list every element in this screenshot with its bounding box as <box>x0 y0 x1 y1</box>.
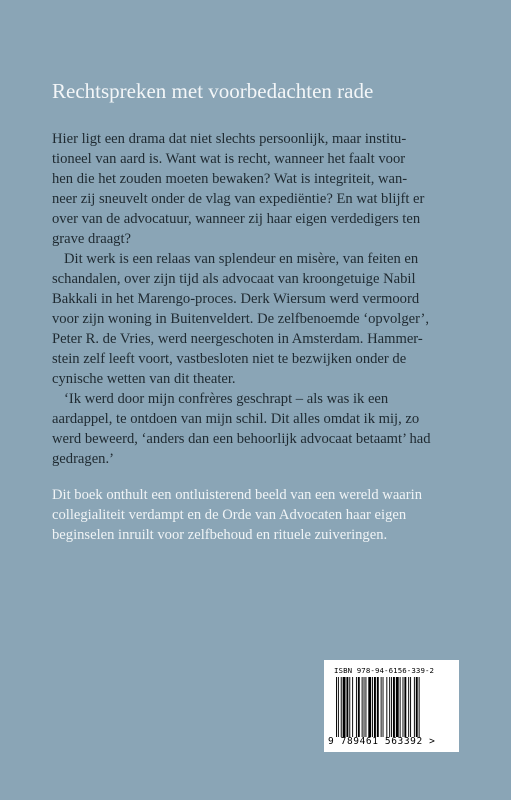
barcode-bar <box>372 677 373 737</box>
line: tioneel van aard is. Want wat is recht, wanneer het faalt voor <box>52 151 406 167</box>
barcode-bar <box>391 677 392 737</box>
line: over van de advocatuur, wanneer zij haar eigen verdedigers ten <box>52 211 421 227</box>
cover-title: Rechtspreken met voorbedachten rade <box>52 79 374 103</box>
barcode-bar <box>403 677 404 737</box>
barcode-digits: 9 789461 563392 > <box>328 736 436 747</box>
barcode-bar <box>410 677 411 737</box>
barcode-bar <box>377 677 379 737</box>
barcode-bar <box>374 677 376 737</box>
barcode-bar <box>368 677 371 737</box>
isbn-label: ISBN 978-94-6156-339-2 <box>334 666 435 675</box>
barcode-bars <box>336 677 448 737</box>
barcode-bar <box>383 677 384 737</box>
body-text <box>52 129 462 469</box>
line: Bakkali in het Marengo-proces. Derk Wiersum werd vermoord <box>52 291 420 307</box>
blurb <box>52 485 462 545</box>
barcode-bar <box>381 677 382 737</box>
barcode-bar <box>341 677 342 737</box>
paragraph-2 <box>52 249 462 389</box>
barcode-bar <box>352 677 353 737</box>
line: werd beweerd, ‘anders dan een behoorlijk advocaat betaamt’ had <box>52 431 431 447</box>
barcode-bar <box>362 677 363 737</box>
barcode-bar <box>343 677 346 737</box>
line: Hier ligt een drama dat niet slechts persoonlijk, maar institu- <box>52 131 407 147</box>
line: beginselen inruilt voor zelfbehoud en rituele zuiveringen. <box>52 527 388 543</box>
barcode-bar <box>416 677 418 737</box>
barcode-bar <box>400 677 401 737</box>
barcode-bar <box>414 677 415 737</box>
paragraph-3-quote <box>52 389 462 469</box>
barcode-bar <box>338 677 339 737</box>
line: aardappel, te ontdoen van mijn schil. Dit alles omdat ik mij, zo <box>52 411 420 427</box>
barcode-bar <box>393 677 395 737</box>
barcode-bar <box>386 677 387 737</box>
barcode-bar <box>364 677 365 737</box>
line: collegialiteit verdampt en de Orde van Advocaten haar eigen <box>52 507 407 523</box>
barcode-bar <box>349 677 350 737</box>
barcode-bar <box>336 677 337 737</box>
line: voor zijn woning in Buitenveldert. De zelfbenoemde ‘opvolger’, <box>52 311 430 327</box>
line: gedragen.’ <box>52 451 114 467</box>
line: Dit boek onthult een ontluisterend beeld van een wereld waarin <box>52 487 422 503</box>
barcode-bar <box>389 677 390 737</box>
barcode-bar <box>419 677 420 737</box>
barcode-bar <box>346 677 348 737</box>
line: grave draagt? <box>52 231 131 247</box>
barcode-bar <box>396 677 399 737</box>
line: cynische wetten van dit theater. <box>52 371 236 387</box>
barcode-bar <box>356 677 357 737</box>
barcode-bar <box>404 677 406 737</box>
line: neer zij sneuvelt onder de vlag van expediëntie? En wat blijft er <box>52 191 425 207</box>
line: hen die het zouden moeten bewaken? Wat is integriteit, wan- <box>52 171 408 187</box>
barcode-bar <box>358 677 360 737</box>
barcode <box>324 660 459 752</box>
barcode-bar <box>408 677 409 737</box>
line: stein zelf leeft voort, vastbesloten niet te bezwijken onder de <box>52 351 407 367</box>
line: Peter R. de Vries, werd neergeschoten in Amsterdam. Hammer- <box>52 331 423 347</box>
paragraph-1 <box>52 129 462 249</box>
line: Dit werk is een relaas van splendeur en misère, van feiten en <box>64 251 419 267</box>
line: schandalen, over zijn tijd als advocaat van kroongetuige Nabil <box>52 271 416 287</box>
barcode-bar <box>365 677 366 737</box>
line: ‘Ik werd door mijn confrères geschrapt – als was ik een <box>64 391 389 407</box>
